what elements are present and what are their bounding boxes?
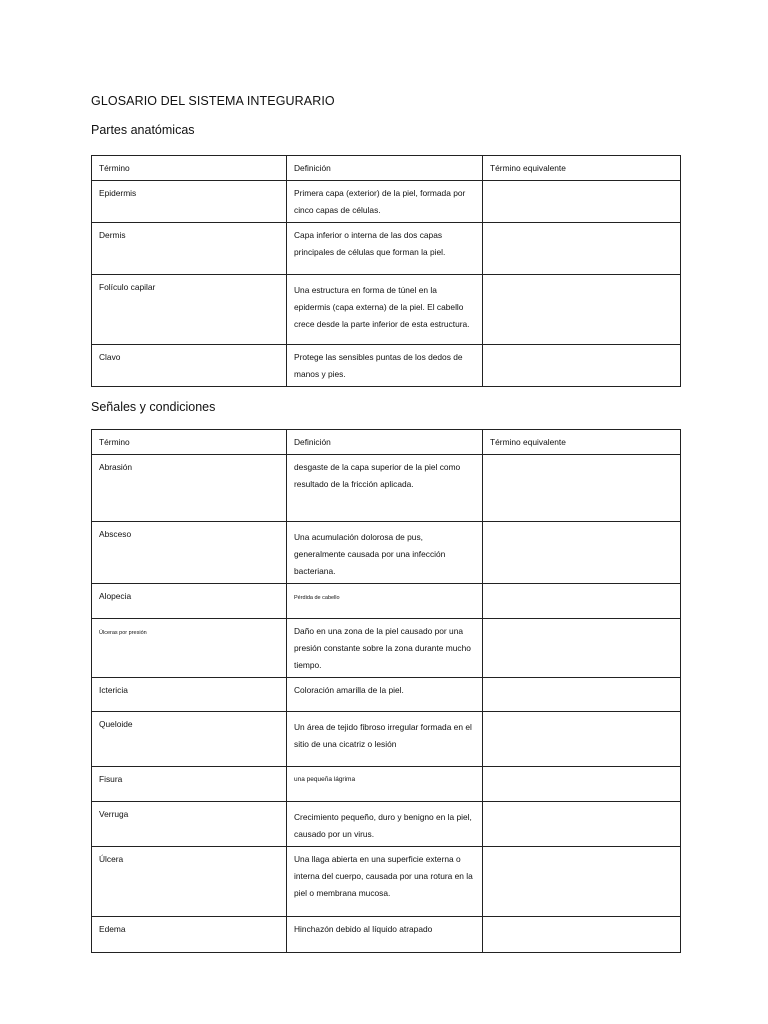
table-row [92,455,681,522]
table-row [92,345,681,387]
term-cell: Epidermis [92,181,287,223]
table-row [92,917,681,953]
definition-cell [287,767,483,802]
term-cell: Abrasión [92,455,287,522]
equivalent-cell[interactable] [483,584,681,619]
signs-conditions-table [91,429,681,953]
document-title: GLOSARIO DEL SISTEMA INTEGURARIO [91,94,335,108]
definition-text: Protege las sensibles puntas de los dedos de manos y pies. [294,352,463,379]
equivalent-cell[interactable] [483,712,681,767]
definition-text: Una acumulación dolorosa de pus, generalmente causada por una infección bacteriana. [294,532,446,576]
equivalent-cell[interactable] [483,345,681,387]
table-row [92,584,681,619]
anatomical-parts-table [91,155,681,387]
table-row [92,767,681,802]
term-cell: Úlcera [92,847,287,917]
definition-cell [287,712,483,767]
definition-text: desgaste de la capa superior de la piel como resultado de la fricción aplicada. [294,462,461,489]
table-header-row [92,430,681,455]
term-cell: Edema [92,917,287,953]
equivalent-cell[interactable] [483,223,681,275]
table-row [92,619,681,678]
equivalent-cell[interactable] [483,767,681,802]
equivalent-cell[interactable] [483,522,681,584]
definition-cell [287,181,483,223]
definition-text: Una llaga abierta en una superficie externa o interna del cuerpo, causada por una rotura en la piel o membrana mucosa. [294,854,473,898]
definition-cell [287,275,483,345]
definition-cell [287,678,483,712]
definition-text: Una estructura en forma de túnel en la epidermis (capa externa) de la piel. El cabello crece desde la parte inferior de esta estructura. [294,285,470,329]
equivalent-cell[interactable] [483,455,681,522]
definition-text: Daño en una zona de la piel causado por una presión constante sobre la zona durante mucho tiempo. [294,626,471,670]
equivalent-cell[interactable] [483,802,681,847]
equivalent-cell[interactable] [483,917,681,953]
table-row [92,678,681,712]
definition-cell [287,917,483,953]
term-cell: Alopecia [92,584,287,619]
definition-text: Hinchazón debido al líquido atrapado [294,924,433,934]
table-row [92,223,681,275]
definition-cell [287,345,483,387]
column-header-definition: Definición [287,156,483,181]
column-header-term: Término [92,156,287,181]
term-cell: Queloide [92,712,287,767]
term-cell: Fisura [92,767,287,802]
definition-text: Crecimiento pequeño, duro y benigno en la piel, causado por un virus. [294,812,472,839]
term-cell: Clavo [92,345,287,387]
equivalent-cell[interactable] [483,619,681,678]
table-row [92,847,681,917]
table-row [92,712,681,767]
term-text: Úlceras por presión [99,630,147,636]
table-row [92,275,681,345]
definition-cell [287,522,483,584]
column-header-definition: Definición [287,430,483,455]
definition-text: Capa inferior o interna de las dos capas principales de células que forman la piel. [294,230,446,257]
section-heading-signs-conditions: Señales y condiciones [91,400,216,414]
definition-cell [287,847,483,917]
definition-cell [287,619,483,678]
term-cell: Folículo capilar [92,275,287,345]
table-header-row [92,156,681,181]
section-heading-anatomical-parts: Partes anatómicas [91,123,195,137]
definition-text: una pequeña lágrima [294,776,356,783]
table-row [92,522,681,584]
definition-text: Primera capa (exterior) de la piel, formada por cinco capas de células. [294,188,466,215]
definition-cell [287,455,483,522]
column-header-term: Término [92,430,287,455]
equivalent-cell[interactable] [483,181,681,223]
equivalent-cell[interactable] [483,275,681,345]
definition-text: Coloración amarilla de la piel. [294,685,404,695]
term-cell: Absceso [92,522,287,584]
definition-text: Un área de tejido fibroso irregular formada en el sitio de una cicatriz o lesión [294,722,472,749]
table-row [92,802,681,847]
equivalent-cell[interactable] [483,847,681,917]
term-cell: Dermis [92,223,287,275]
definition-cell [287,802,483,847]
equivalent-cell[interactable] [483,678,681,712]
column-header-equivalent: Término equivalente [483,156,681,181]
term-cell: Ictericia [92,678,287,712]
term-cell [92,619,287,678]
definition-text: Pérdida de cabello [294,595,340,601]
term-cell: Verruga [92,802,287,847]
column-header-equivalent: Término equivalente [483,430,681,455]
table-row [92,181,681,223]
definition-cell [287,223,483,275]
definition-cell [287,584,483,619]
